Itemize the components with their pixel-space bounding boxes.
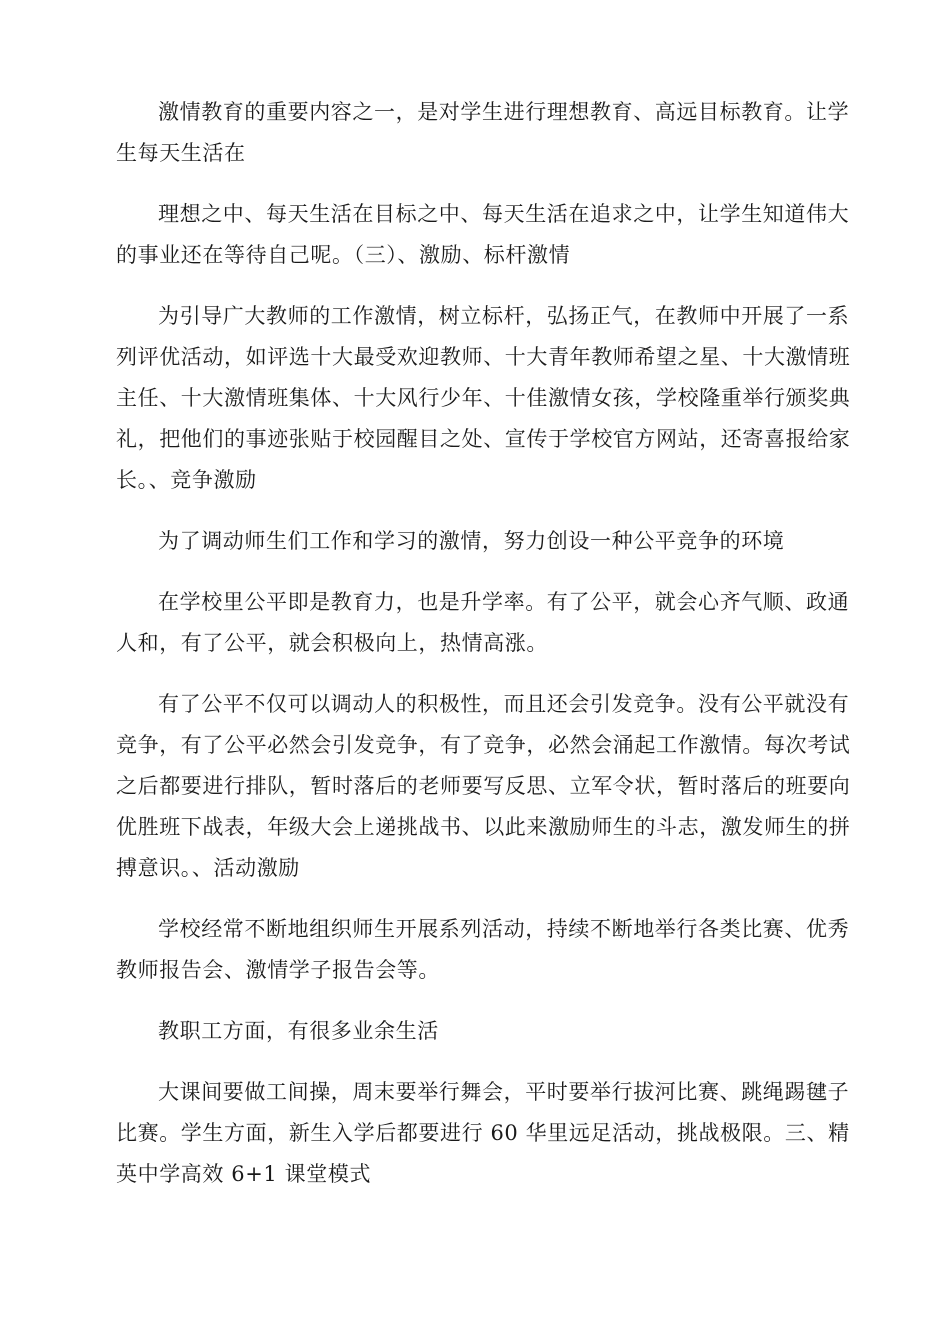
paragraph-2: 理想之中、每天生活在目标之中、每天生活在追求之中，让学生知道伟大的事业还在等待自己呢。（三）、激励、标杆激情: [116, 202, 850, 267]
paragraph-7: 学校经常不断地组织师生开展系列活动，持续不断地举行各类比赛、优秀教师报告会、激情学子报告会等。: [116, 917, 850, 982]
paragraph-5: 在学校里公平即是教育力，也是升学率。有了公平，就会心齐气顺、政通人和，有了公平，就会积极向上，热情高涨。: [116, 590, 850, 655]
paragraph-9: 大课间要做工间操，周末要举行舞会，平时要举行拔河比赛、跳绳踢毽子比赛。学生方面，新生入学后都要进行 60 华里远足活动，挑战极限。三、精英中学高效 6+1 课堂模式: [116, 1080, 850, 1186]
paragraph-6: 有了公平不仅可以调动人的积极性，而且还会引发竞争。没有公平就没有竞争，有了公平必然会引发竞争，有了竞争，必然会涌起工作激情。每次考试之后都要进行排队，暂时落后的老师要写反思、立军令状，暂时落后的班要向优胜班下战表，年级大会上递挑战书、以此来激励师生的斗志，激发师生的拼搏意识。、活动激励: [116, 692, 851, 880]
document-body: [116, 92, 854, 1215]
paragraph-3: 为引导广大教师的工作激情，树立标杆，弘扬正气，在教师中开展了一系列评优活动，如评选十大最受欢迎教师、十大青年教师希望之星、十大激情班主任、十大激情班集体、十大风行少年、十佳激情女孩，学校隆重举行颁奖典礼，把他们的事迹张贴于校园醒目之处、宣传于学校官方网站，还寄喜报给家长。、竞争激励: [116, 304, 851, 492]
paragraph-8: 教职工方面，有很多业余生活: [158, 1019, 439, 1043]
paragraph-1: 激情教育的重要内容之一，是对学生进行理想教育、高远目标教育。让学生每天生活在: [116, 100, 850, 165]
paragraph-4: 为了调动师生们工作和学习的激情，努力创设一种公平竞争的环境: [158, 529, 785, 553]
